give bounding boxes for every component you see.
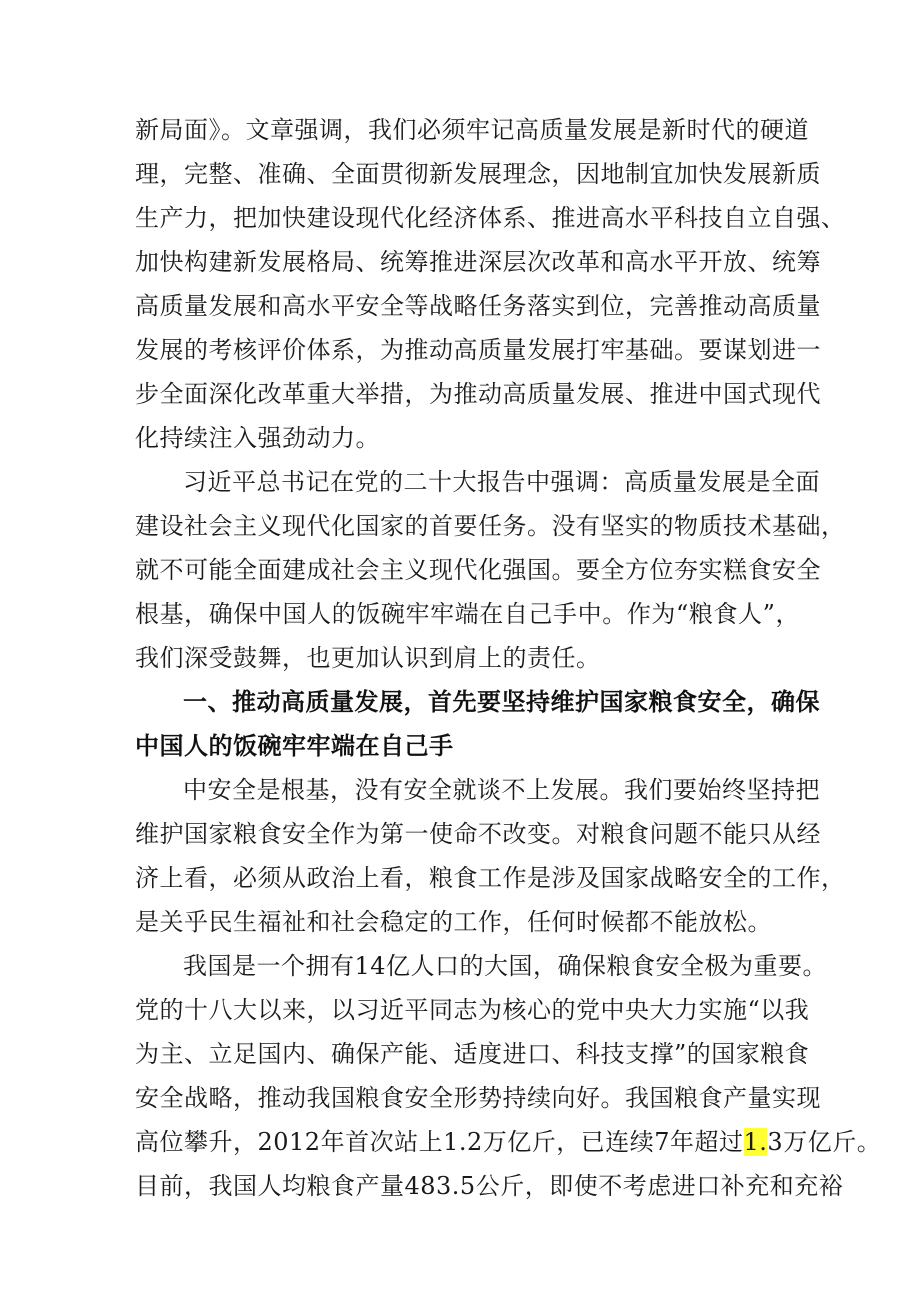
paragraph-1	[135, 108, 846, 460]
text-line: 党的十八大以来，以习近平同志为核心的党中央大力实施“以我	[135, 996, 810, 1024]
paragraph-2	[135, 460, 846, 680]
text-line: 就不可能全面建成社会主义现代化强国。要全方位夯实糕食安全	[135, 556, 821, 584]
section-heading-1	[135, 680, 820, 768]
highlighted-text: 1.	[743, 1128, 768, 1156]
heading-line: 一、推动高质量发展，首先要坚持维护国家粮食安全，确保	[183, 688, 820, 716]
text-line: 生产力，把加快建设现代化经济体系、推进高水平科技自立自强、	[135, 204, 846, 232]
text-line: 安全战略，推动我国粮食安全形势持续向好。我国粮食产量实现	[135, 1084, 821, 1112]
text-line: 中安全是根基，没有安全就谈不上发展。我们要始终坚持把	[183, 776, 820, 804]
text-line: 发展的考核评价体系，为推动高质量发展打牢基础。要谋划进一	[135, 336, 821, 364]
text-segment: 3万亿斤。	[767, 1128, 882, 1156]
text-line: 步全面深化改革重大举措，为推动高质量发展、推进中国式现代	[135, 380, 821, 408]
text-line: 为主、立足国内、确保产能、适度进口、科技支撑”的国家粮食	[135, 1040, 810, 1068]
paragraph-3	[135, 768, 846, 944]
text-line: 是关乎民生福祉和社会稳定的工作，任何时候都不能放松。	[135, 908, 772, 936]
text-line: 理，完整、准确、全面贯彻新发展理念，因地制宜加快发展新质	[135, 160, 821, 188]
text-line: 维护国家粮食安全作为第一使命不改变。对粮食问题不能只从经	[135, 820, 821, 848]
text-line: 高质量发展和高水平安全等战略任务落实到位，完善推动高质量	[135, 292, 821, 320]
text-line: 新局面》。文章强调，我们必须牢记高质量发展是新时代的硬道	[135, 116, 809, 144]
text-line: 建设社会主义现代化国家的首要任务。没有坚实的物质技术基础，	[135, 512, 846, 540]
heading-line: 中国人的饭碗牢牢端在自己手	[135, 732, 454, 760]
text-line: 加快构建新发展格局、统筹推进深层次改革和高水平开放、统筹	[135, 248, 821, 276]
text-line: 目前，我国人均粮食产量483.5公斤，即使不考虑进口补充和充裕	[135, 1172, 844, 1200]
document-body	[135, 108, 882, 1208]
text-segment: 高位攀升，2012年首次站上1.2万亿斤，已连续7年超过	[135, 1128, 744, 1156]
paragraph-4	[135, 944, 882, 1208]
text-line: 化持续注入强劲动力。	[135, 424, 380, 452]
text-line: 济上看，必须从政治上看，粮食工作是涉及国家战略安全的工作，	[135, 864, 846, 892]
text-line: 根基，确保中国人的饭碗牢牢端在自己手中。作为“粮食人”，	[135, 600, 800, 628]
text-line: 习近平总书记在党的二十大报告中强调：高质量发展是全面	[183, 468, 820, 496]
text-line-with-highlight	[135, 1120, 882, 1164]
text-line: 我国是一个拥有14亿人口的大国，确保粮食安全极为重要。	[183, 952, 828, 980]
text-line: 我们深受鼓舞，也更加认识到肩上的责任。	[135, 644, 601, 672]
